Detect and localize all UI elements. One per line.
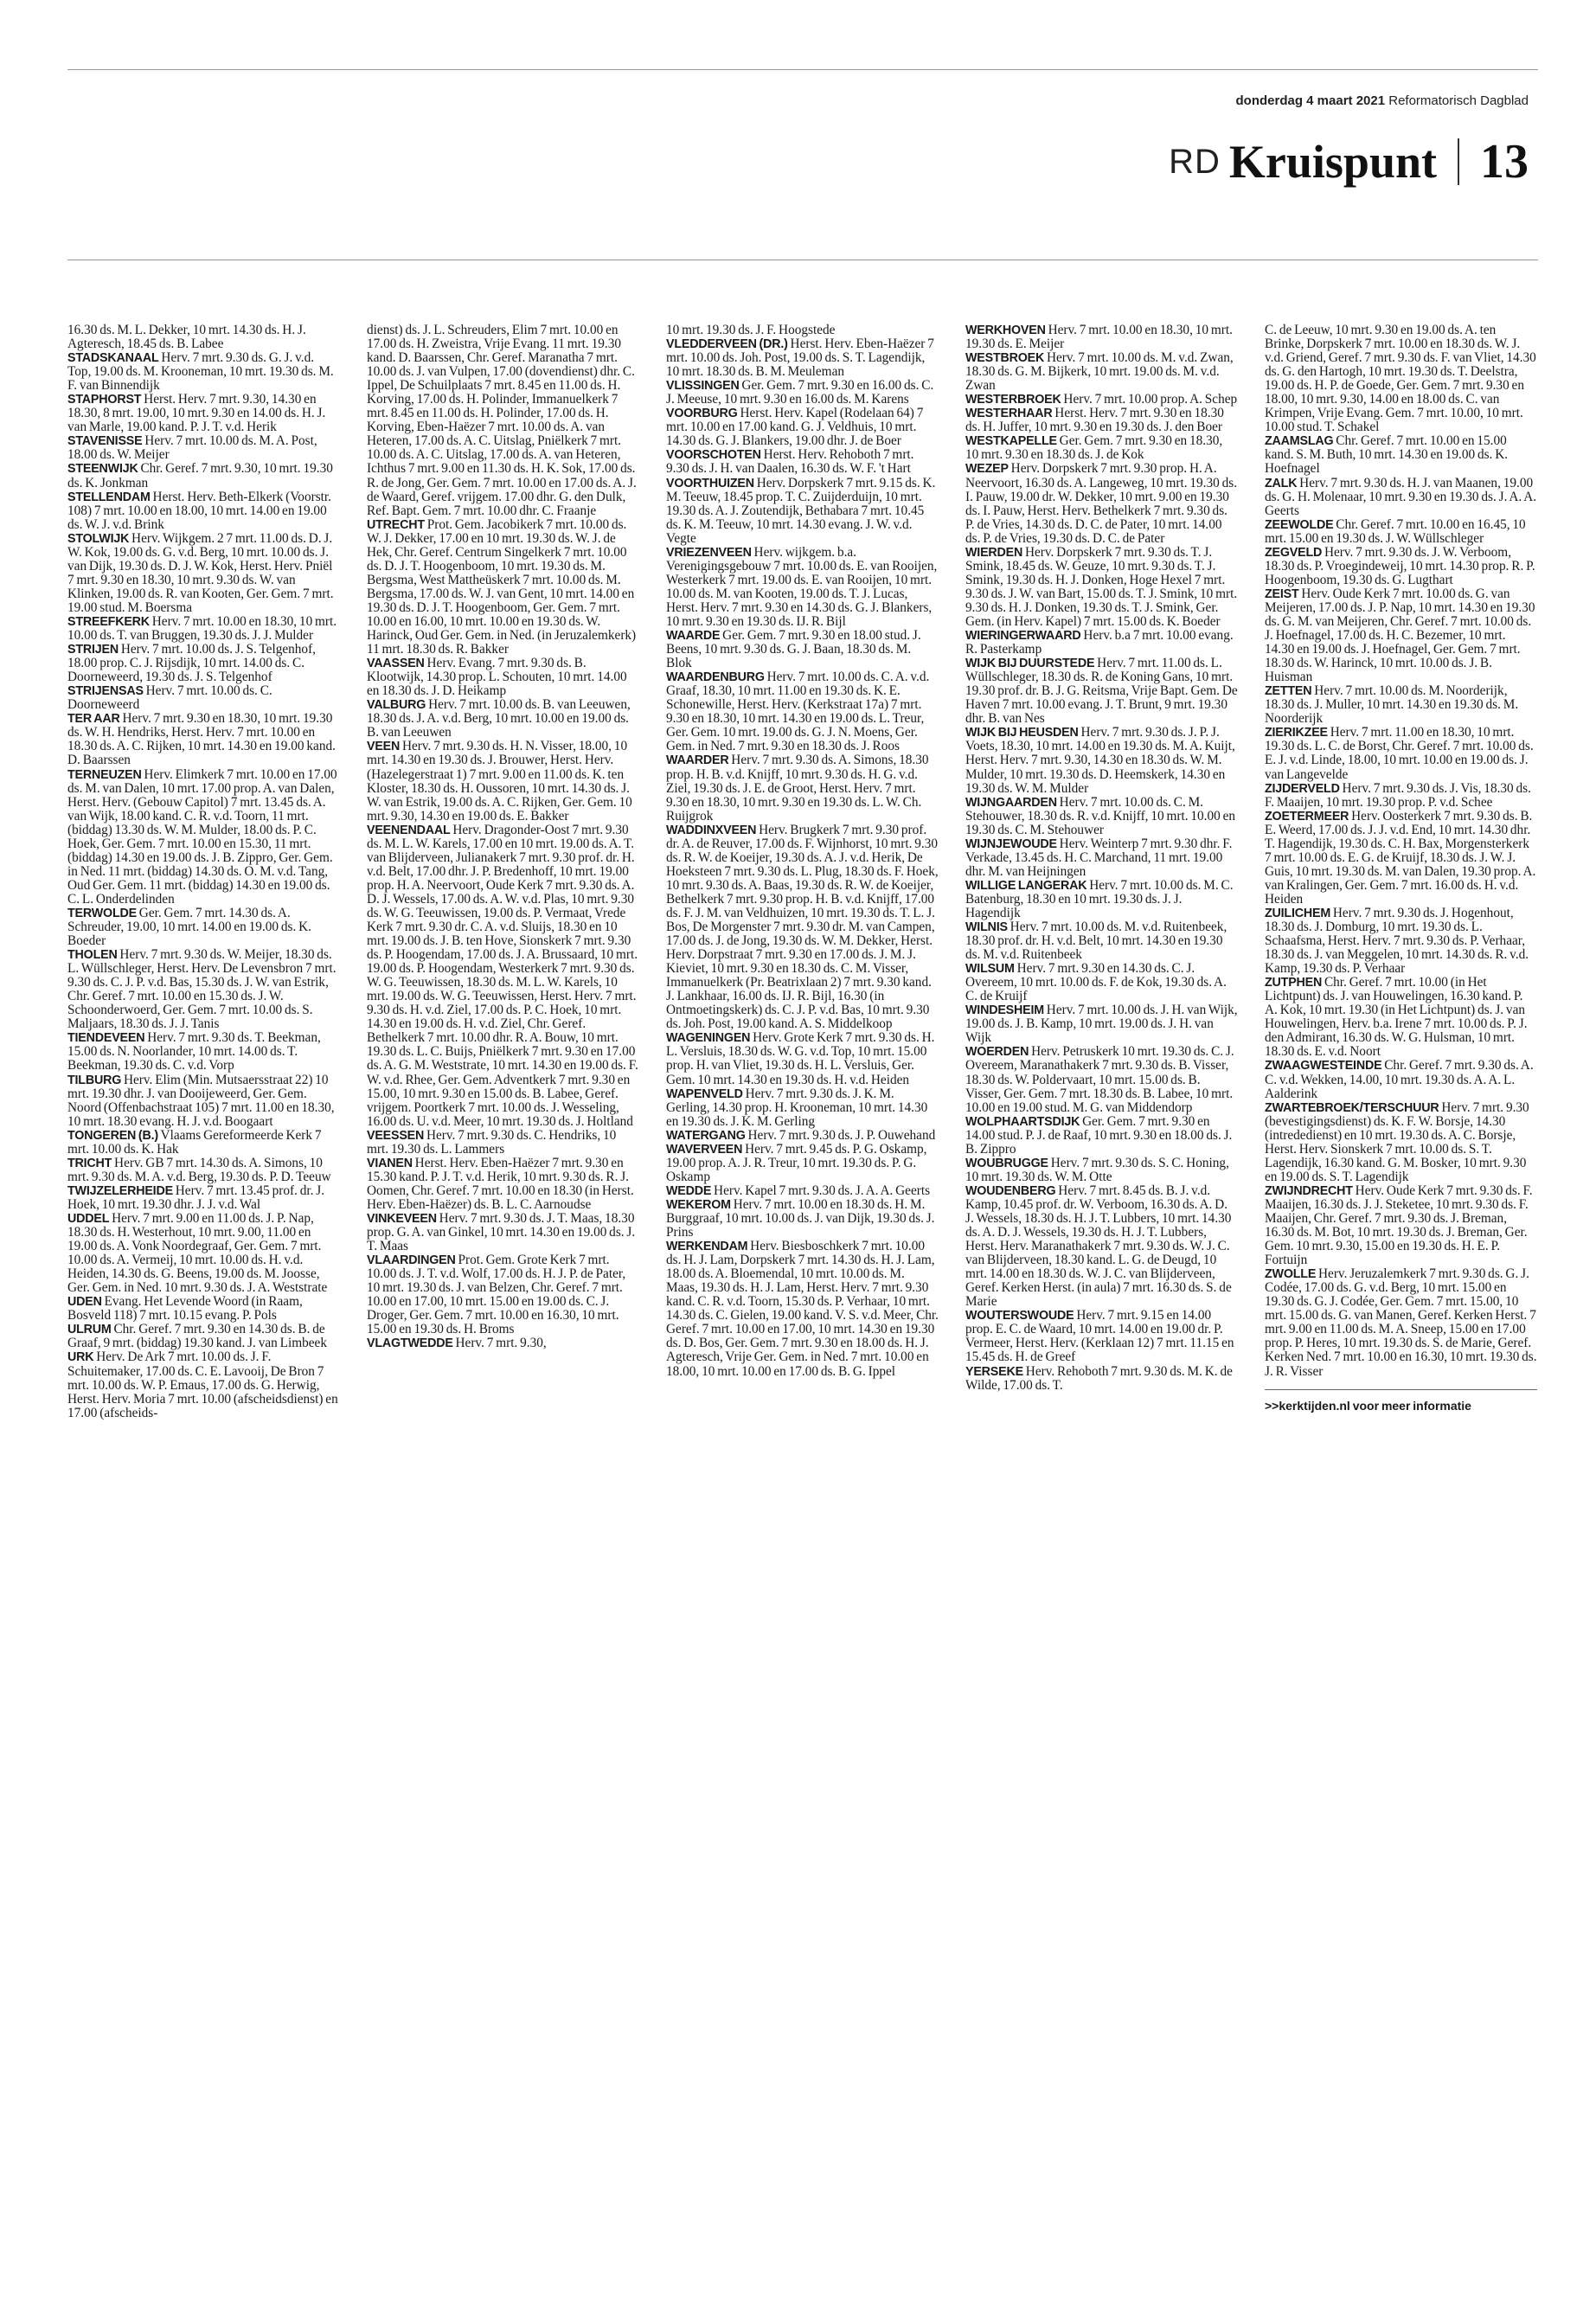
place-name: VLEDDERVEEN (DR.) — [666, 337, 788, 352]
place-name: WILLIGE LANGERAK — [965, 878, 1087, 893]
listing-entry — [666, 337, 939, 379]
listing-entry — [367, 518, 639, 657]
service-times: Herv. 7 mrt. 9.30 en 14.30 ds. C. J. Overeem, 10 mrt. 10.00 ds. F. de Kok, 19.30 ds. A. C. de Kruijf — [965, 961, 1227, 1004]
listing-entry — [965, 879, 1238, 920]
service-times: Herv. 7 mrt. 10.00 ds. M. v.d. Ruitenbeek, 18.30 prof. dr. H. v.d. Belt, 10 mrt. 14.30 en 19.30 ds. M. v.d. Ruitenbeek — [965, 920, 1227, 963]
place-name: WOUTERSWOUDE — [965, 1309, 1074, 1324]
service-times: Herv. 7 mrt. 9.15 en 14.00 prop. E. C. de Waard, 10 mrt. 14.00 en 19.00 dr. P. Vermeer, Herst. Herv. (Kerklaan 12) 7 mrt. 11.15 en 15.45 ds. H. de Greef — [965, 1308, 1234, 1365]
section-title: Kruispunt — [1228, 136, 1437, 188]
place-name: WOLPHAARTSDIJK — [965, 1114, 1080, 1129]
place-name: WOUDENBERG — [965, 1183, 1056, 1198]
place-name: UTRECHT — [367, 517, 425, 532]
listing-entry — [67, 393, 340, 434]
listing-entry — [367, 1253, 639, 1336]
service-times: Herv. Dorpskerk 7 mrt. 9.30 ds. T. J. Smink, 18.45 ds. W. Geuze, 10 mrt. 9.30 ds. T. J. Smink, 19.30 ds. H. J. Donken, Hoge Hexel 7 mrt. 9.30 ds. J. W. van Bart, 15.00 ds. T. J. Smink, 10 mrt. 9.30 ds. H. J. Donken, 19.30 ds. T. J. Smink, Ger. Gem. (in Herv. Kapel) 7 mrt. 15.00 ds. K. Boeder — [965, 544, 1238, 629]
place-name: YERSEKE — [965, 1364, 1023, 1379]
service-times: Herv. 7 mrt. 8.45 ds. B. J. v.d. Kamp, 10.45 prof. dr. W. Verboom, 16.30 ds. A. D. J. Wessels, 18.30 ds. H. J. T. Lubbers, 10 mrt. 14.30 ds. A. D. J. Wessels, 19.30 ds. H. J. T. Lubbers, Herst. Herv. Maranathakerk 7 mrt. 9.30 ds. W. J. C. van Blijderveen, 18.30 kand. L. G. de Deugd, 10 mrt. 14.00 en 18.30 ds. W. J. C. van Blijderveen, Geref. Kerken Herst. (in aula) 7 mrt. 16.30 ds. S. de Marie — [965, 1183, 1232, 1310]
listing-entry — [1265, 324, 1537, 434]
service-times: Herv. Oude Kerk 7 mrt. 10.00 ds. G. van Meijeren, 17.00 ds. J. P. Nap, 10 mrt. 14.30 en 19.30 ds. G. M. van Meijeren, Chr. Geref. 7 mrt. 10.00 ds. J. Hoefnagel, 17.00 ds. H. C. Bezemer, 10 mrt. 14.30 en 19.00 ds. J. Hoefnagel, Ger. Gem. 7 mrt. 18.30 ds. W. Harinck, 10 mrt. 10.00 ds. J. B. Huisman — [1265, 586, 1535, 685]
service-times: Herv. Dragonder-Oost 7 mrt. 9.30 ds. M. L. W. Karels, 17.00 en 10 mrt. 19.00 ds. A. T. van Blijderveen, Julianakerk 7 mrt. 9.30 prof. dr. H. v.d. Belt, 17.00 dhr. J. P. Bredenhoff, 10 mrt. 19.00 prop. H. A. Neervoort, Oude Kerk 7 mrt. 9.30 ds. A. D. J. Wessels, 17.00 ds. A. W. v.d. Plas, 10 mrt. 9.30 ds. W. G. Teeuwissen, 19.00 ds. P. Vermaat, Vrede Kerk 7 mrt. 9.30 dr. C. A. v.d. Sluijs, 18.30 en 10 mrt. 19.00 ds. J. B. ten Hove, Sionskerk 7 mrt. 9.30 ds. P. Hoogendam, 17.00 ds. J. A. Brussaard, 10 mrt. 19.00 ds. P. Hoogendam, Westerkerk 7 mrt. 9.30 ds. W. G. Teeuwissen, 18.30 ds. M. L. W. Karels, 10 mrt. 19.00 ds. W. G. Teeuwissen, Herst. Herv. 7 mrt. 9.30 ds. H. v.d. Ziel, 17.00 ds. P. C. Hoek, 10 mrt. 14.30 en 19.00 ds. H. v.d. Ziel, Chr. Geref. Bethelkerk 7 mrt. 10.00 dhr. R. A. Bouw, 10 mrt. 19.30 ds. L. C. Buijs, Pniëlkerk 7 mrt. 9.30 en 17.00 ds. A. G. M. Weststrate, 10 mrt. 14.30 en 19.00 ds. F. W. v.d. Rhee, Ger. Gem. Adventkerk 7 mrt. 9.30 en 15.00, 10 mrt. 9.30 en 15.00 ds. B. Labee, Geref. vrijgem. Poortkerk 7 mrt. 10.00 ds. J. Wesseling, 16.00 ds. U. v.d. Meer, 10 mrt. 19.30 ds. J. Holtland — [367, 822, 638, 1129]
service-times: Herv. Rehoboth 7 mrt. 9.30 ds. M. K. de Wilde, 17.00 ds. T. — [965, 1363, 1233, 1393]
service-times: Herv. 7 mrt. 9.30 ds. T. Beekman, 15.00 ds. N. Noorlander, 10 mrt. 14.00 ds. T. Beekman, 19.30 ds. C. v.d. Vorp — [67, 1030, 321, 1074]
listing-columns — [67, 324, 1538, 2270]
service-times: Herv. 7 mrt. 10.00 ds. C. A. v.d. Graaf, 18.30, 10 mrt. 11.00 en 19.30 ds. K. E. Schonewille, Herst. Herv. (Kerkstraat 17a) 7 mrt. 9.30 en 18.30, 10 mrt. 14.30 en 19.00 ds. L. Treur, Ger. Gem. 10 mrt. 19.00 ds. G. J. N. Moens, Ger. Gem. in Ned. 7 mrt. 9.30 en 18.30 ds. J. Roos — [666, 670, 930, 754]
place-name: VOORTHUIZEN — [666, 476, 754, 490]
service-times: Herv. 7 mrt. 9.30 ds. W. Meijer, 18.30 ds. L. Wüllschleger, Herst. Herv. De Levensbron 7 mrt. 9.30 ds. C. J. P. v.d. Bas, 15.30 ds. J. W. van Estrik, Chr. Geref. 7 mrt. 10.00 en 15.30 ds. J. W. Schoonderwoerd, Ger. Gem. 7 mrt. 10.00 ds. S. Maljaars, 18.30 ds. J. J. Tanis — [67, 947, 337, 1032]
place-name: WEZEP — [965, 462, 1009, 477]
listing-entry — [1265, 726, 1537, 781]
service-times: Herv. 7 mrt. 11.00 ds. L. Wüllschleger, 18.30 ds. R. de Koning Gans, 10 mrt. 19.30 prof. dr. B. J. G. Reitsma, Vrije Bapt. Gem. De Haven 7 mrt. 10.00 evang. J. T. Brunt, 9 mrt. 19.30 dhr. B. van Nes — [965, 656, 1238, 727]
service-times: Herv. De Ark 7 mrt. 10.00 ds. J. F. Schuitemaker, 17.00 ds. C. E. Lavooij, De Bron 7 mrt. 10.00 ds. W. P. Emaus, 17.00 ds. G. Herwig, Herst. Herv. Moria 7 mrt. 10.00 (afscheidsdienst) en 17.00 (afscheids- — [67, 1349, 338, 1420]
place-name: STOLWIJK — [67, 531, 130, 546]
listing-entry — [1265, 434, 1537, 476]
listing-entry — [67, 948, 340, 1031]
place-name: ZEGVELD — [1265, 545, 1323, 560]
service-times: Herv. 7 mrt. 10.00 ds. J. S. Telgenhof, 18.00 prop. C. J. Rijsdijk, 10 mrt. 14.00 ds. C. Doorneweerd, 19.30 ds. J. S. Telgenhof — [67, 642, 316, 685]
service-times: Ger. Gem. 7 mrt. 9.30 en 18.00 stud. J. Beens, 10 mrt. 9.30 ds. G. J. Baan, 18.30 ds. M. Blok — [666, 628, 921, 671]
listing-entry — [67, 1212, 340, 1295]
listing-entry — [666, 448, 939, 476]
place-name: WILNIS — [965, 920, 1008, 935]
listing-entry — [965, 920, 1238, 962]
listing-entry — [367, 824, 639, 1129]
more-info-link[interactable]: >>kerktijden.nl voor meer informatie — [1265, 1389, 1537, 1413]
service-times: Herv. 7 mrt. 13.45 prof. dr. J. Hoek, 10 mrt. 19.30 dhr. J. J. v.d. Wal — [67, 1183, 325, 1212]
listing-entry — [367, 698, 639, 740]
service-times: Herv. 7 mrt. 11.00 en 18.30, 10 mrt. 19.30 ds. L. C. de Borst, Chr. Geref. 7 mrt. 10.00 ds. E. J. v.d. Linde, 18.00, 10 mrt. 10.00 en 19.00 ds. J. van Langevelde — [1265, 725, 1534, 782]
service-times: Herv. 7 mrt. 10.00 en 18.30 ds. H. M. Burggraaf, 10 mrt. 10.00 ds. J. van Dijk, 19.30 ds. J. Prins — [666, 1196, 935, 1240]
place-name: TWIJZELERHEIDE — [67, 1183, 173, 1198]
service-times: Herv. 7 mrt. 10.00 ds. M. C. Batenburg, 18.30 en 10 mrt. 19.30 ds. J. J. Hagendijk — [965, 877, 1234, 920]
place-name: ZAAMSLAG — [1265, 434, 1334, 449]
listing-entry — [367, 740, 639, 823]
listing-entry — [67, 907, 340, 948]
listing-entry — [1265, 587, 1537, 684]
service-times: Herv. Kapel 7 mrt. 9.30 ds. J. A. A. Geerts — [714, 1183, 931, 1198]
listing-entry — [666, 379, 939, 407]
service-times: Herv. 7 mrt. 9.30 en 18.30, 10 mrt. 19.30 ds. W. H. Hendriks, Herst. Herv. 7 mrt. 10.00 en 18.30 ds. A. C. Rijken, 10 mrt. 14.30 en 19.00 kand. D. Baarssen — [67, 711, 336, 768]
service-times: Herv. 7 mrt. 9.45 ds. P. G. Oskamp, 19.00 prop. A. J. R. Treur, 10 mrt. 19.30 ds. P. G. Oskamp — [666, 1141, 927, 1184]
listing-entry — [666, 629, 939, 670]
service-times: Herst. Herv. Eben-Haëzer 7 mrt. 10.00 ds. Joh. Post, 19.00 ds. S. T. Lagendijk, 10 mrt. 18.30 ds. B. M. Meuleman — [666, 336, 934, 380]
service-times: Herst. Herv. Eben-Haëzer 7 mrt. 9.30 en 15.30 kand. P. J. T. v.d. Herik, 10 mrt. 9.30 ds. R. J. Oomen, Chr. Geref. 7 mrt. 10.00 en 18.30 (in Herst. Herv. Eben-Haëzer) ds. B. L. C. Aarnoudse — [367, 1155, 634, 1212]
place-name: VEENENDAAL — [367, 823, 451, 837]
listing-entry — [67, 532, 340, 615]
place-name: WIJK BIJ DUURSTEDE — [965, 657, 1095, 671]
place-name: ZIJDERVELD — [1265, 781, 1340, 796]
place-name: WEDDE — [666, 1183, 712, 1198]
listing-entry — [1265, 1101, 1537, 1184]
service-times: Herv. Grote Kerk 7 mrt. 9.30 ds. H. L. Versluis, 18.30 ds. W. G. v.d. Top, 10 mrt. 15.00 prop. H. van Vliet, 19.30 ds. H. L. Versluis, Ger. Gem. 10 mrt. 14.30 en 19.30 ds. H. v.d. Heiden — [666, 1030, 935, 1087]
service-times: Herv. 7 mrt. 9.30 ds. J. P. J. Voets, 18.30, 10 mrt. 14.00 en 19.30 ds. M. A. Kuijt, Herst. Herv. 7 mrt. 9.30, 14.30 en 18.30 ds. W. M. Mulder, 10 mrt. 19.30 ds. D. Heemskerk, 14.30 en 19.30 ds. W. M. Mulder — [965, 725, 1235, 796]
listing-entry — [965, 629, 1238, 657]
service-times: Herv. 7 mrt. 9.30 ds. G. J. v.d. Top, 19.00 ds. M. Krooneman, 10 mrt. 19.30 ds. M. F. van Binnendijk — [67, 350, 334, 394]
place-name: STREEFKERK — [67, 614, 150, 629]
place-name: WILSUM — [965, 962, 1015, 977]
column-2 — [367, 324, 639, 2270]
place-name: WESTBROEK — [965, 351, 1045, 366]
service-times: Herst. Herv. 7 mrt. 9.30 en 18.30 ds. H. Juffer, 10 mrt. 9.30 en 19.30 ds. J. den Boer — [965, 406, 1224, 435]
brand-logo: RD — [1169, 142, 1221, 181]
place-name: VRIEZENVEEN — [666, 545, 752, 560]
place-name: WEKEROM — [666, 1197, 731, 1212]
place-name: STAVENISSE — [67, 434, 143, 449]
place-name: WIERDEN — [965, 545, 1023, 560]
service-times: Herv. 7 mrt. 10.00 ds. C. M. Stehouwer, 18.30 ds. R. v.d. Knijff, 10 mrt. 10.00 en 19.30 ds. C. M. Stehouwer — [965, 794, 1236, 837]
listing-entry — [1265, 782, 1537, 810]
listing-entry — [67, 684, 340, 712]
listing-entry — [67, 434, 340, 462]
listing-entry — [965, 1045, 1238, 1114]
service-times: C. de Leeuw, 10 mrt. 9.30 en 19.00 ds. A. ten Brinke, Dorpskerk 7 mrt. 10.00 en 18.30 ds. W. J. v.d. Griend, Geref. 7 mrt. 9.30 ds. F. van Vliet, 14.30 ds. G. den Hartogh, 10 mrt. 19.30 ds. T. Deelstra, 19.00 ds. H. P. de Goede, Ger. Gem. 7 mrt. 9.30 en 18.00, 10 mrt. 9.30, 14.00 en 18.00 ds. C. van Krimpen, Vrije Evang. Gem. 7 mrt. 10.00, 10 mrt. 10.00 stud. T. Schakel — [1265, 324, 1536, 435]
place-name: TERNEUZEN — [67, 767, 142, 782]
place-name: TONGEREN (B.) — [67, 1128, 158, 1143]
place-name: VEEN — [367, 740, 401, 754]
service-times: Herv. 7 mrt. 10.00 en 18.30, 10 mrt. 10.00 ds. T. van Bruggen, 19.30 ds. J. J. Mulder — [67, 613, 337, 644]
service-times: Ger. Gem. 7 mrt. 9.30 en 14.00 stud. P. J. de Raaf, 10 mrt. 9.30 en 18.00 ds. J. B. Zippro — [965, 1113, 1233, 1157]
place-name: TIENDEVEEN — [67, 1031, 145, 1046]
service-times: Herv. wijkgem. b.a. Verenigingsgebouw 7 mrt. 10.00 ds. E. van Rooijen, Westerkerk 7 mrt. 19.00 ds. E. van Rooijen, 10 mrt. 10.00 ds. M. van Kooten, 19.00 ds. T. J. Lucas, Herst. Herv. 7 mrt. 9.30 en 14.30 ds. G. J. Blankers, 10 mrt. 9.30 en 19.30 ds. IJ. R. Bijl — [666, 544, 938, 629]
service-times: Ger. Gem. 7 mrt. 14.30 ds. A. Schreuder, 19.00, 10 mrt. 14.00 en 19.00 ds. K. Boeder — [67, 905, 311, 949]
listing-entry — [1265, 1184, 1537, 1267]
service-times: Herv. 7 mrt. 9.00 en 11.00 ds. J. P. Nap, 18.30 ds. H. Westerhout, 10 mrt. 9.00, 11.00 en 19.00 ds. A. Vonk Noordegraaf, Ger. Gem. 7 mrt. 10.00 ds. A. Vermeij, 10 mrt. 10.00 ds. H. v.d. Heiden, 14.30 ds. G. Beens, 19.00 ds. M. Joosse, Ger. Gem. in Ned. 10 mrt. 9.30 ds. J. A. Weststrate — [67, 1211, 328, 1296]
service-times: Herv. 7 mrt. 10.00 prop. A. Schep — [1063, 392, 1238, 407]
column-4 — [965, 324, 1238, 2270]
place-name: ZIERIKZEE — [1265, 726, 1328, 740]
service-times: Chr. Geref. 7 mrt. 10.00 en 16.45, 10 mrt. 15.00 en 19.30 ds. J. W. Wüllschleger — [1265, 516, 1526, 546]
dateline — [1236, 93, 1529, 108]
service-times: Herv. Elim (Min. Mutsaersstraat 22) 10 mrt. 19.30 dhr. J. van Dooijeweerd, Ger. Gem. Noord (Offenbachstraat 105) 7 mrt. 11.00 en 18.30, 10 mrt. 18.30 evang. H. J. v.d. Boogaart — [67, 1072, 335, 1129]
listing-entry — [1265, 810, 1537, 907]
place-name: VAASSEN — [367, 657, 425, 671]
place-name: UDDEL — [67, 1212, 110, 1226]
place-name: WAARDER — [666, 753, 729, 768]
listing-entry — [965, 1157, 1238, 1184]
listing-entry — [666, 753, 939, 823]
listing-entry — [666, 546, 939, 629]
listing-entry — [367, 324, 639, 518]
service-times: Herst. Herv. Rehoboth 7 mrt. 9.30 ds. J. H. van Daalen, 16.30 ds. W. F. 't Hart — [666, 447, 914, 477]
listing-entry — [965, 393, 1238, 407]
place-name: STADSKANAAL — [67, 351, 159, 366]
place-name: VOORSCHOTEN — [666, 448, 761, 463]
service-times: Herv. 7 mrt. 9.30 (bevestigingsdienst) ds. K. F. W. Borsje, 14.30 (intrededienst) en 10 mrt. 19.30 ds. A. C. Borsje, Herst. Herv. Sionskerk 7 mrt. 10.00 ds. S. T. Lagendijk, 16.30 kand. G. M. Bosker, 10 mrt. 9.30 en 19.00 ds. S. T. Lagendijk — [1265, 1099, 1529, 1184]
service-times: Chr. Geref. 7 mrt. 10.00 (in Het Lichtpunt) ds. J. van Houwelingen, 16.30 kand. P. A. Kok, 10 mrt. 19.30 (in Het Lichtpunt) ds. J. van Houwelingen, Herv. b.a. Irene 7 mrt. 10.00 ds. P. J. den Admirant, 16.30 ds. W. G. Hulsman, 10 mrt. 18.30 ds. E. v.d. Noort — [1265, 975, 1528, 1060]
place-name: ZETTEN — [1265, 684, 1312, 699]
listing-entry — [965, 1365, 1238, 1393]
place-name: WADDINXVEEN — [666, 823, 757, 837]
listing-entry — [367, 1212, 639, 1253]
listing-entry — [965, 351, 1238, 393]
listing-entry — [1265, 684, 1537, 726]
service-times: Herv. Weinterp 7 mrt. 9.30 dhr. F. Verkade, 13.45 ds. H. C. Marchand, 11 mrt. 19.00 dhr. M. van Heijningen — [965, 836, 1233, 879]
listing-entry — [67, 351, 340, 393]
place-name: TERWOLDE — [67, 906, 137, 920]
column-1 — [67, 324, 340, 2270]
place-name: ZUTPHEN — [1265, 976, 1323, 990]
listing-entry — [965, 657, 1238, 726]
listing-entry — [67, 1323, 340, 1350]
service-times: Vlaams Gereformeerde Kerk 7 mrt. 10.00 ds. K. Hak — [67, 1127, 322, 1157]
service-times: Herv. 7 mrt. 9.30 ds. J. P. Ouwehand — [747, 1127, 936, 1143]
service-times: Herv. b.a 7 mrt. 10.00 evang. R. Pasterkamp — [965, 628, 1234, 657]
place-name: VEESSEN — [367, 1128, 425, 1143]
service-times: Chr. Geref. 7 mrt. 9.30 en 14.30 ds. B. de Graaf, 9 mrt. (biddag) 19.30 kand. J. van Limbeek — [67, 1322, 327, 1351]
listing-entry — [965, 962, 1238, 1003]
listing-entry — [67, 1157, 340, 1184]
service-times: Herst. Herv. Beth-Elkerk (Voorstr. 108) 7 mrt. 10.00 en 18.00, 10 mrt. 14.00 en 19.00 ds. W. J. v.d. Brink — [67, 489, 331, 532]
place-name: WESTERHAAR — [965, 407, 1053, 421]
listing-entry — [965, 1309, 1238, 1364]
publication-name: Reformatorisch Dagblad — [1388, 93, 1529, 108]
place-name: ZEIST — [1265, 586, 1299, 601]
listing-entry — [1265, 546, 1537, 587]
service-times: Prot. Gem. Grote Kerk 7 mrt. 10.00 ds. J. T. v.d. Wolf, 17.00 ds. H. J. P. de Pater, 10 mrt. 19.30 ds. J. van Belzen, Chr. Geref. 7 mrt. 10.00 en 17.00, 10 mrt. 15.00 en 19.00 ds. C. J. Droger, Ger. Gem. 7 mrt. 10.00 en 16.30, 10 mrt. 15.00 en 19.30 ds. H. Broms — [367, 1253, 626, 1337]
place-name: TRICHT — [67, 1156, 112, 1170]
place-name: WOUBRUGGE — [965, 1156, 1048, 1170]
service-times: Herv. 7 mrt. 10.00 ds. M. Noorderijk, 18.30 ds. J. Muller, 10 mrt. 14.30 en 19.30 ds. M. Noorderijk — [1265, 683, 1519, 727]
listing-entry — [965, 462, 1238, 545]
masthead — [1169, 131, 1529, 192]
place-name: VIANEN — [367, 1156, 413, 1170]
service-times: 10 mrt. 19.30 ds. J. F. Hoogstede — [666, 324, 836, 337]
listing-entry — [965, 1115, 1238, 1157]
listing-entry — [666, 1198, 939, 1240]
service-times: Herv. GB 7 mrt. 14.30 ds. A. Simons, 10 mrt. 9.30 ds. M. A. v.d. Berg, 19.30 ds. P. D. Teeuw — [67, 1155, 331, 1184]
listing-entry — [67, 712, 340, 767]
service-times: Herv. Dorpskerk 7 mrt. 9.15 ds. K. M. Teeuw, 18.45 prop. T. C. Zuijderduijn, 10 mrt. 19.30 ds. A. J. Zoutendijk, Bethabara 7 mrt. 10.45 ds. K. M. Teeuw, 10 mrt. 14.30 evang. J. W. v.d. Vegte — [666, 475, 936, 546]
place-name: UDEN — [67, 1295, 102, 1310]
place-name: WATERGANG — [666, 1128, 746, 1143]
service-times: dienst) ds. J. L. Schreuders, Elim 7 mrt. 10.00 en 17.00 ds. H. Zweistra, Vrije Evang. 11 mrt. 19.30 kand. D. Baarssen, Chr. Geref. Maranatha 7 mrt. 10.00 ds. J. van Vulpen, 17.00 (dovendienst) dhr. C. Ippel, De Schuilplaats 7 mrt. 8.45 en 11.00 ds. H. Korving, 17.00 ds. H. Polinder, Immanuelkerk 7 mrt. 8.45 en 11.00 ds. H. Polinder, 17.00 ds. H. Korving, Eben-Haëzer 7 mrt. 10.00 ds. A. van Heteren, 17.00 ds. A. C. Uitslag, Pniëlkerk 7 mrt. 10.00 ds. A. C. Uitslag, 17.00 ds. A. van Heteren, Ichthus 7 mrt. 9.00 en 11.30 ds. H. K. Sok, 17.00 ds. R. de Jong, Ger. Gem. 7 mrt. 10.00 en 17.00 ds. A. J. de Waard, Geref. vrijgem. 17.00 dhr. G. den Dulk, Ref. Bapt. Gem. 7 mrt. 10.00 dhr. C. Fraanje — [367, 324, 637, 518]
service-times: Herv. 7 mrt. 9.30 ds. H. J. van Maanen, 19.00 ds. G. H. Molenaar, 10 mrt. 9.30 en 19.30 ds. J. A. A. Geerts — [1265, 475, 1537, 518]
masthead-divider — [1458, 138, 1459, 185]
place-name: WAARDENBURG — [666, 670, 765, 685]
listing-entry — [1265, 976, 1537, 1059]
service-times: Herv. Dorpskerk 7 mrt. 9.30 prop. H. A. Neervoort, 16.30 ds. A. Langeweg, 10 mrt. 19.30 ds. I. Pauw, 19.00 dr. W. Dekker, 10 mrt. 9.00 en 19.30 ds. I. Pauw, Herst. Herv. Bethelkerk 7 mrt. 9.30 ds. P. de Vries, 14.30 ds. D. C. de Pater, 10 mrt. 14.00 ds. P. de Vries, 19.30 ds. D. C. de Pater — [965, 461, 1238, 546]
place-name: STRIJENSAS — [67, 684, 144, 699]
service-times: Prot. Gem. Jacobikerk 7 mrt. 10.00 ds. W. J. Dekker, 17.00 en 10 mrt. 19.30 ds. W. J. de Hek, Chr. Geref. Centrum Singelkerk 7 mrt. 10.00 ds. D. J. T. Hoogenboom, 10 mrt. 19.30 ds. M. Bergsma, West Mattheüskerk 7 mrt. 10.00 ds. M. Bergsma, 17.00 ds. W. J. van Gent, 10 mrt. 14.00 en 19.30 ds. D. J. T. Hoogenboom, Ger. Gem. 7 mrt. 10.00 en 16.00, 10 mrt. 10.00 en 19.30 ds. W. Harinck, Oud Ger. Gem. in Ned. (in Jeruzalemkerk) 11 mrt. 18.30 ds. R. Bakker — [367, 516, 637, 657]
listing-entry — [666, 1143, 939, 1184]
place-name: WERKHOVEN — [965, 324, 1046, 337]
place-name: STAPHORST — [67, 393, 142, 407]
service-times: Evang. Het Levende Woord (in Raam, Bosveld 118) 7 mrt. 10.15 evang. P. Pols — [67, 1294, 303, 1324]
place-name: VLAARDINGEN — [367, 1253, 456, 1268]
place-name: ZWOLLE — [1265, 1267, 1317, 1282]
service-times: Herv. Brugkerk 7 mrt. 9.30 prof. dr. A. de Reuver, 17.00 ds. F. Wijnhorst, 10 mrt. 9.30 ds. R. W. de Koeijer, 19.30 ds. A. J. v.d. Herik, De Hoeksteen 7 mrt. 9.30 ds. L. Plug, 18.30 ds. F. Hoek, 10 mrt. 9.30 ds. A. Baas, 19.30 ds. R. W. de Koeijer, Bethelkerk 7 mrt. 9.30 prop. H. B. v.d. Knijff, 17.00 ds. F. J. M. van Veldhuizen, 10 mrt. 19.30 ds. T. L. J. Bos, De Morgenster 7 mrt. 9.30 dr. M. van Campen, 17.00 ds. J. de Jong, 19.30 ds. W. M. Dekker, Herst. Herv. Dorpstraat 7 mrt. 9.30 en 17.00 ds. J. M. J. Kieviet, 10 mrt. 9.30 en 18.30 ds. C. M. Visser, Immanuelkerk (Pr. Beatrixlaan 2) 7 mrt. 9.30 kand. J. Lankhaar, 16.00 ds. IJ. R. Bijl, 16.30 (in Ontmoetingskerk) ds. C. J. P. v.d. Bas, 10 mrt. 9.30 ds. Joh. Post, 19.00 kand. A. S. Middelkoop — [666, 822, 939, 1032]
service-times: Ger. Gem. 7 mrt. 9.30 en 18.30, 10 mrt. 9.30 en 18.30 ds. J. de Kok — [965, 433, 1223, 463]
listing-entry — [67, 1031, 340, 1073]
listing-entry — [965, 434, 1238, 462]
service-times: Herv. 7 mrt. 9.30 ds. C. Hendriks, 10 mrt. 19.30 ds. L. Lammers — [367, 1127, 617, 1157]
listing-entry — [67, 643, 340, 684]
service-times: Herst. Herv. 7 mrt. 9.30, 14.30 en 18.30, 8 mrt. 19.00, 10 mrt. 9.30 en 14.00 ds. H. J. van Marle, 19.00 kand. P. J. T. v.d. Herik — [67, 392, 326, 435]
listing-entry — [67, 1184, 340, 1212]
listing-entry — [1265, 1059, 1537, 1100]
listing-entry — [666, 1184, 939, 1198]
listing-entry — [666, 324, 939, 337]
service-times: Herv. 7 mrt. 9.30 ds. J. Hogenhout, 18.30 ds. J. Domburg, 10 mrt. 19.30 ds. L. Schaafsma, Herst. Herv. 7 mrt. 9.30 ds. P. Verhaar, 18.30 ds. J. van Meggelen, 10 mrt. 14.30 ds. R. v.d. Kamp, 19.30 ds. P. Verhaar — [1265, 905, 1529, 977]
service-times: Herv. 7 mrt. 10.00 ds. C. Doorneweerd — [67, 683, 272, 713]
listing-entry — [367, 1129, 639, 1157]
place-name: WAPENVELD — [666, 1086, 743, 1101]
service-times: Herv. 7 mrt. 10.00 ds. M. v.d. Zwan, 18.30 ds. G. M. Bijkerk, 10 mrt. 19.00 ds. M. v.d. Zwan — [965, 350, 1234, 394]
listing-entry — [666, 477, 939, 546]
place-name: WAGENINGEN — [666, 1031, 751, 1046]
service-times: Herv. Oude Kerk 7 mrt. 9.30 ds. F. Maaijen, 16.30 ds. J. J. Steketee, 10 mrt. 9.30 ds. F. Maaijen, Chr. Geref. 7 mrt. 9.30 ds. J. Breman, 16.30 ds. M. Bot, 10 mrt. 19.30 ds. J. Breman, Ger. Gem. 10 mrt. 9.30, 15.00 en 19.30 ds. H. E. P. Fortuijn — [1265, 1183, 1533, 1268]
listing-entry — [67, 462, 340, 490]
listing-entry — [666, 1129, 939, 1143]
place-name: ZUILICHEM — [1265, 906, 1331, 920]
listing-entry — [67, 1129, 340, 1157]
listing-entry — [666, 1087, 939, 1129]
service-times: Herv. 7 mrt. 9.30 ds. A. Simons, 18.30 prop. H. B. v.d. Knijff, 10 mrt. 9.30 ds. H. G. v.d. Ziel, 19.30 ds. J. E. de Groot, Herst. Herv. 7 mrt. 9.30 en 18.30, 10 mrt. 9.30 en 19.30 ds. L. W. Ch. Ruijgrok — [666, 753, 929, 824]
service-times: Herst. Herv. Kapel (Rodelaan 64) 7 mrt. 10.00 en 17.00 kand. G. J. Veldhuis, 10 mrt. 14.30 ds. G. J. Blankers, 19.00 dhr. J. de Boer — [666, 406, 924, 449]
place-name: URK — [67, 1350, 94, 1365]
place-name: VLISSINGEN — [666, 379, 740, 394]
column-3 — [666, 324, 939, 2270]
listing-entry — [1265, 1267, 1537, 1378]
place-name: ZWARTEBROEK/TERSCHUUR — [1265, 1100, 1439, 1115]
service-times: Herv. 7 mrt. 9.30, — [455, 1336, 547, 1351]
service-times: Herv. 7 mrt. 9.30 ds. J. Vis, 18.30 ds. F. Maaijen, 10 mrt. 19.30 prop. P. v.d. Schee — [1265, 780, 1531, 810]
listing-entry — [965, 796, 1238, 837]
listing-entry — [965, 1184, 1238, 1309]
top-rule — [67, 69, 1538, 70]
place-name: ULRUM — [67, 1323, 112, 1337]
listing-entry — [965, 407, 1238, 434]
service-times: Herv. 7 mrt. 9.30 ds. S. C. Honing, 10 mrt. 19.30 ds. W. M. Otte — [965, 1155, 1229, 1184]
listing-entry — [67, 615, 340, 643]
place-name: WOERDEN — [965, 1045, 1029, 1060]
service-times: Herv. 7 mrt. 9.30 ds. J. W. Verboom, 18.30 ds. P. Vroegindeweij, 10 mrt. 14.30 prop. R. P. Hoogenboom, 19.30 ds. G. Lugthart — [1265, 544, 1535, 587]
listing-entry — [67, 324, 340, 351]
listing-entry — [367, 1157, 639, 1212]
service-times: Herv. 7 mrt. 9.30 ds. J. T. Maas, 18.30 prop. G. A. van Ginkel, 10 mrt. 14.30 en 19.00 ds. J. T. Maas — [367, 1211, 636, 1254]
service-times: Herv. Biesboschkerk 7 mrt. 10.00 ds. H. J. Lam, Dorpskerk 7 mrt. 14.30 ds. H. J. Lam, 18.00 ds. A. Bloemendal, 10 mrt. 10.00 ds. M. Maas, 19.30 ds. H. J. Lam, Herst. Herv. 7 mrt. 9.30 kand. C. R. v.d. Toorn, 15.30 ds. P. Verhaar, 10 mrt. 14.30 ds. C. Gielen, 19.00 kand. V. S. v.d. Meer, Chr. Geref. 7 mrt. 10.00 en 17.00, 10 mrt. 14.30 en 19.30 ds. D. Bos, Ger. Gem. 7 mrt. 9.30 en 18.00 ds. H. J. Agteresch, Vrije Ger. Gem. in Ned. 7 mrt. 10.00 en 18.00, 10 mrt. 10.00 en 17.00 ds. B. G. Ippel — [666, 1239, 939, 1379]
service-times: Herv. 7 mrt. 10.00 ds. M. A. Post, 18.00 ds. W. Meijer — [67, 433, 317, 463]
listing-entry — [666, 407, 939, 448]
service-times: Herv. 7 mrt. 9.30 ds. J. K. M. Gerling, 14.30 prop. H. Krooneman, 10 mrt. 14.30 en 19.30 ds. J. K. M. Gerling — [666, 1086, 928, 1129]
listing-entry — [1265, 518, 1537, 546]
service-times: Herv. Jeruzalemkerk 7 mrt. 9.30 ds. G. J. Codée, 17.00 ds. G. v.d. Berg, 10 mrt. 15.00 en 19.30 ds. G. J. Codée, Ger. Gem. 7 mrt. 15.00, 10 mrt. 15.00 ds. G. van Manen, Geref. Kerken Herst. 7 mrt. 9.00 en 11.00 ds. M. A. Sneep, 15.00 en 17.00 prop. P. Heres, 10 mrt. 19.30 ds. S. de Marie, Geref. Kerken Ned. 7 mrt. 10.00 en 16.30, 10 mrt. 19.30 ds. J. R. Visser — [1265, 1266, 1537, 1379]
place-name: TILBURG — [67, 1073, 122, 1087]
place-name: VLAGTWEDDE — [367, 1336, 453, 1351]
service-times: Herv. Oosterkerk 7 mrt. 9.30 ds. B. E. Weerd, 17.00 ds. J. J. v.d. End, 10 mrt. 14.30 dhr. T. Hagendijk, 19.30 ds. C. H. Bax, Morgensterkerk 7 mrt. 10.00 ds. E. G. de Kruijf, 18.30 ds. J. W. J. Guis, 10 mrt. 19.30 ds. M. van Dalen, 19.30 prop. A. van Kralingen, Ger. Gem. 7 mrt. 16.00 ds. H. v.d. Heiden — [1265, 808, 1536, 907]
service-times: Chr. Geref. 7 mrt. 10.00 en 15.00 kand. S. M. Buth, 10 mrt. 14.30 en 19.00 ds. K. Hoefnagel — [1265, 433, 1509, 477]
place-name: WIERINGERWAARD — [965, 629, 1081, 644]
service-times: Herv. Wijkgem. 2 7 mrt. 11.00 ds. D. J. W. Kok, 19.00 ds. G. v.d. Berg, 10 mrt. 10.00 ds. J. van Dijk, 19.30 ds. D. J. W. Kok, Herst. Herv. Pniël 7 mrt. 9.30 en 18.30, 10 mrt. 9.30 ds. W. van Klinken, 19.00 ds. R. van Kooten, Ger. Gem. 7 mrt. 19.00 stud. M. Boersma — [67, 530, 334, 615]
place-name: WAVERVEEN — [666, 1142, 743, 1157]
place-name: WESTKAPELLE — [965, 434, 1057, 449]
place-name: WIJNGAARDEN — [965, 795, 1057, 810]
service-times: Herv. Evang. 7 mrt. 9.30 ds. B. Klootwijk, 14.30 prop. L. Schouten, 10 mrt. 14.00 en 18.30 ds. J. D. Heikamp — [367, 656, 627, 699]
place-name: WAARDE — [666, 629, 721, 644]
place-name: ZOETERMEER — [1265, 809, 1349, 824]
place-name: STELLENDAM — [67, 490, 151, 504]
listing-entry — [367, 657, 639, 698]
listing-entry — [666, 824, 939, 1032]
listing-entry — [666, 1031, 939, 1086]
service-times: Ger. Gem. 7 mrt. 9.30 en 16.00 ds. C. J. Meeuse, 10 mrt. 9.30 en 16.00 ds. M. Karens — [666, 378, 934, 407]
place-name: VINKEVEEN — [367, 1212, 437, 1226]
place-name: THOLEN — [67, 948, 118, 963]
place-name: TER AAR — [67, 712, 120, 727]
place-name: WIJK BIJ HEUSDEN — [965, 726, 1079, 740]
place-name: ZWIJNDRECHT — [1265, 1183, 1353, 1198]
listing-entry — [67, 768, 340, 907]
listing-entry — [1265, 907, 1537, 976]
listing-entry — [1265, 477, 1537, 518]
service-times: Chr. Geref. 7 mrt. 9.30, 10 mrt. 19.30 ds. K. Jonkman — [67, 461, 333, 490]
listing-entry — [67, 490, 340, 532]
listing-entry — [965, 324, 1238, 351]
place-name: WINDESHEIM — [965, 1003, 1044, 1018]
listing-entry — [965, 837, 1238, 879]
listing-entry — [67, 1295, 340, 1323]
service-times: Chr. Geref. 7 mrt. 9.30 ds. A. C. v.d. Wekken, 14.00, 10 mrt. 19.30 ds. A. A. L. Aalderink — [1265, 1058, 1534, 1101]
service-times: 16.30 ds. M. L. Dekker, 10 mrt. 14.30 ds. H. J. Agteresch, 18.45 ds. B. Labee — [67, 324, 306, 352]
page-number: 13 — [1480, 135, 1529, 189]
place-name: WERKENDAM — [666, 1240, 748, 1254]
place-name: ZALK — [1265, 476, 1298, 490]
listing-entry — [666, 670, 939, 753]
place-name: STRIJEN — [67, 643, 119, 657]
listing-entry — [67, 1350, 340, 1420]
service-times: Herv. 7 mrt. 10.00 en 18.30, 10 mrt. 19.30 ds. E. Meijer — [965, 324, 1233, 352]
listing-entry — [965, 546, 1238, 629]
place-name: ZWAAGWESTEINDE — [1265, 1059, 1382, 1074]
listing-entry — [965, 1003, 1238, 1045]
listing-entry — [367, 1336, 639, 1350]
service-times: Herv. 7 mrt. 10.00 ds. B. van Leeuwen, 18.30 ds. J. A. v.d. Berg, 10 mrt. 10.00 en 19.00 ds. B. van Leeuwen — [367, 697, 631, 740]
place-name: ZEEWOLDE — [1265, 517, 1334, 532]
column-5 — [1265, 324, 1537, 2270]
listing-entry — [666, 1240, 939, 1378]
place-name: VOORBURG — [666, 407, 738, 421]
listing-entry — [67, 1074, 340, 1129]
service-times: Herv. 7 mrt. 10.00 ds. J. H. van Wijk, 19.00 ds. J. B. Kamp, 10 mrt. 19.00 ds. J. H. van Wijk — [965, 1003, 1238, 1046]
service-times: Herv. Petruskerk 10 mrt. 19.30 ds. C. J. Overeem, Maranathakerk 7 mrt. 9.30 ds. B. Visser, 18.30 ds. W. Poldervaart, 10 mrt. 15.00 ds. B. Visser, Ger. Gem. 7 mrt. 18.30 ds. B. Labee, 10 mrt. 10.00 en 19.00 stud. M. G. van Middendorp — [965, 1044, 1234, 1115]
place-name: VALBURG — [367, 698, 426, 713]
service-times: Herv. 7 mrt. 9.30 ds. H. N. Visser, 18.00, 10 mrt. 14.30 en 19.30 ds. J. Brouwer, Herst. Herv. (Hazelegerstraat 1) 7 mrt. 9.00 en 11.00 ds. K. ten Kloster, 18.30 ds. H. Oussoren, 10 mrt. 14.30 ds. J. W. van Estrik, 19.00 ds. A. C. Rijken, Ger. Gem. 10 mrt. 9.30, 14.30 en 19.00 ds. E. Bakker — [367, 739, 632, 824]
listing-entry — [965, 726, 1238, 795]
service-times: Herv. Elimkerk 7 mrt. 10.00 en 17.00 ds. M. van Dalen, 10 mrt. 17.00 prop. A. van Dalen, Herst. Herv. (Gebouw Capitol) 7 mrt. 13.45 ds. A. van Wijk, 18.00 kand. C. R. v.d. Toorn, 11 mrt. (biddag) 13.30 ds. W. M. Mulder, 18.00 ds. P. C. Hoek, Ger. Gem. 7 mrt. 10.00 en 15.30, 11 mrt. (biddag) 14.30 en 19.00 ds. J. B. Zippro, Ger. Gem. in Ned. 11 mrt. (biddag) 14.30 ds. O. M. v.d. Tang, Oud Ger. Gem. 11 mrt. (biddag) 14.30 en 19.00 ds. C. L. Onderdelinden — [67, 766, 337, 907]
place-name: STEENWIJK — [67, 462, 138, 477]
issue-date: donderdag 4 maart 2021 — [1235, 93, 1386, 108]
place-name: WESTERBROEK — [965, 393, 1061, 407]
place-name: WIJNJEWOUDE — [965, 836, 1057, 851]
